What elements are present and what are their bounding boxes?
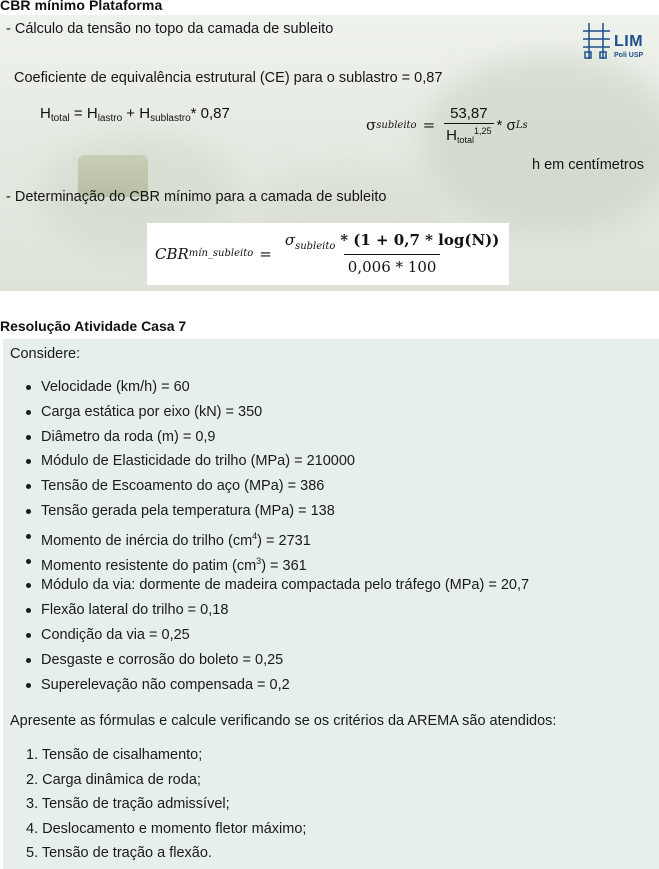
slide-heading: CBR mínimo Plataforma xyxy=(0,0,163,13)
list-item: Condição da via = 0,25 xyxy=(3,623,529,648)
slide-image xyxy=(0,15,659,291)
cbr-formula-box xyxy=(147,223,509,285)
railway-track-icon xyxy=(580,19,614,63)
list-item: Momento resistente do patim $(cm^3) = 361$ xyxy=(3,549,529,574)
list-item: Tensão gerada pela temperatura (MPa) = 138 xyxy=(3,499,529,524)
list-item: Superelevação não compensada = 0,2 xyxy=(3,673,529,698)
task-item: 2. Carga dinâmica de roda; xyxy=(26,771,201,788)
task-item: 1. Tensão de cisalhamento; xyxy=(26,747,203,763)
list-item: Módulo da via: dormente de madeira compactada pelo tráfego (MPa) = 20,7 xyxy=(3,573,529,598)
activity-heading: Resolução Atividade Casa 7 xyxy=(0,318,187,334)
list-item: Tensão de Escoamento do aço (MPa) = 386 xyxy=(3,474,529,499)
list-item: Velocidade (km/h) = 60 xyxy=(3,375,529,400)
task-list xyxy=(3,743,306,866)
list-item: Carga estática por eixo (kN) = 350 xyxy=(3,400,529,425)
logo-text: LIM xyxy=(614,33,644,50)
list-item: Desgaste e corrosão do boleto = 0,25 xyxy=(3,648,529,673)
coefficient-line: Coeficiente de equivalência estrutural (CE) para o sublastro = 0,87 xyxy=(14,70,443,86)
task-item: 4. Deslocamento e momento fletor máximo; xyxy=(26,820,307,837)
sigma-fraction: $\frac{53,87}{H_{total}^{1,25}}$ xyxy=(446,105,492,145)
cbr-fraction: $\frac{\sigma_{subleito} * (1 + 0,7 * \log(N))}{0,006 * 100}$ xyxy=(284,231,500,276)
lim-logo xyxy=(580,19,656,63)
parameter-list xyxy=(3,375,529,697)
list-item: Diâmetro da roda (m) = 0,9 xyxy=(3,425,529,450)
instructions-text: Apresente as fórmulas e calcule verificando se os critérios da AREMA são atendidos: xyxy=(10,713,557,729)
task-item: 3. Tensão de tração admissível; xyxy=(26,796,230,812)
activity-panel xyxy=(3,339,659,869)
cbr-formula: CBR mín_subleito = $\frac{\sigma_{subleito} * (1 + 0,7 * \log(N))}{0,006 * 100}$ xyxy=(155,231,506,276)
consider-label: Considere: xyxy=(10,346,81,362)
stress-calc-line: - Cálculo da tensão no topo da camada de subleito xyxy=(6,21,334,37)
list-item: Flexão lateral do trilho = 0,18 xyxy=(3,598,529,623)
unit-note: h em centímetros xyxy=(532,157,645,173)
logo-subtext: Poli USP xyxy=(614,52,644,59)
task-item: 5. Tensão de tração a flexão. xyxy=(26,845,212,861)
htotal-formula: $H_{total} = H_{lastro} + H_{sublastro}*$ 0,87 xyxy=(40,105,230,124)
cbr-calc-line: - Determinação do CBR mínimo para a camada de subleito xyxy=(6,189,387,205)
list-item: Momento de inércia do trilho $(cm^4) = 2731$ xyxy=(3,524,529,549)
background-foliage xyxy=(420,55,659,235)
sigma-subleito-formula: σ subleito = $\frac{53,87}{H_{total}^{1,25}}$ * σ Ls xyxy=(366,105,528,145)
list-item: Módulo de Elasticidade do trilho (MPa) = 210000 xyxy=(3,449,529,474)
